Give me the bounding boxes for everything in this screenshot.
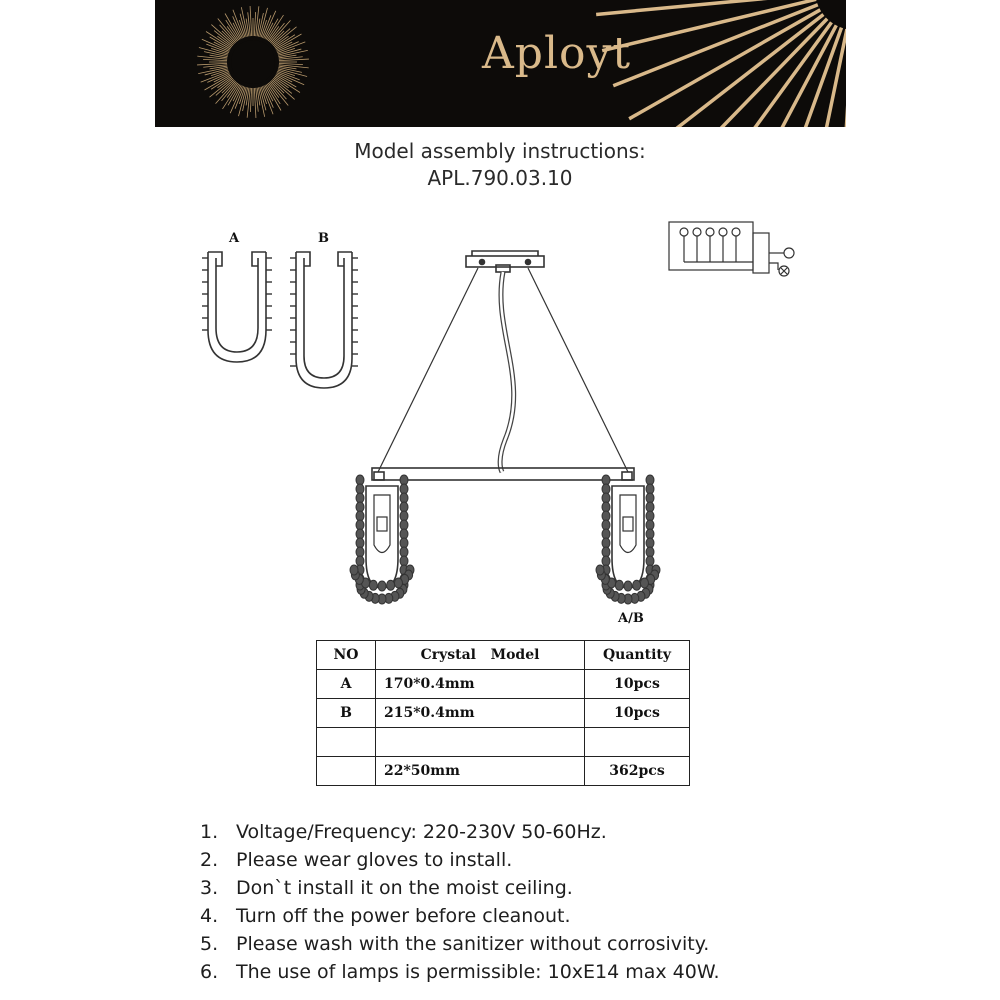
note-number: 4. (200, 905, 219, 927)
table-row (317, 670, 690, 699)
table-header-row (317, 641, 690, 670)
doc-title: Model assembly instructions: (354, 139, 646, 163)
note-item (200, 930, 720, 958)
table-row (317, 699, 690, 728)
crystal-strand-a-diagram (202, 231, 272, 362)
note-text: The use of lamps is permissible: 10xE14 max 40W. (236, 961, 720, 983)
crystal-table (316, 640, 690, 786)
table-row (317, 728, 690, 757)
header-no: NO (317, 641, 376, 670)
cell-quantity: 10pcs (585, 699, 690, 728)
note-text: Turn off the power before cleanout. (236, 905, 571, 927)
note-number: 6. (200, 961, 219, 983)
note-item (200, 846, 720, 874)
cell-no: B (317, 699, 376, 728)
note-item (200, 958, 720, 986)
cell-model: 215*0.4mm (376, 699, 585, 728)
cell-model (376, 728, 585, 757)
cell-quantity: 10pcs (585, 670, 690, 699)
note-text: Voltage/Frequency: 220-230V 50-60Hz. (236, 821, 607, 843)
model-number: APL.790.03.10 (427, 166, 573, 190)
cell-quantity (585, 728, 690, 757)
note-number: 5. (200, 933, 219, 955)
wiring-diagram (669, 222, 794, 276)
note-text: Please wear gloves to install. (236, 849, 513, 871)
brand-logo-text: Aployt (482, 28, 632, 79)
cell-model: 170*0.4mm (376, 670, 585, 699)
note-text: Don`t install it on the moist ceiling. (236, 877, 573, 899)
header-crystal-model: Crystal Model (376, 641, 585, 670)
assembly-drawing (0, 200, 1000, 630)
note-number: 2. (200, 849, 219, 871)
crystal-strand-b-diagram (290, 231, 358, 388)
note-item (200, 902, 720, 930)
label-a: A (229, 231, 240, 246)
note-number: 1. (200, 821, 219, 843)
cell-quantity: 362pcs (585, 757, 690, 786)
note-item (200, 874, 720, 902)
table-row (317, 757, 690, 786)
cell-model: 22*50mm (376, 757, 585, 786)
sun-logo-icon (231, 40, 275, 84)
chandelier-diagram (350, 251, 660, 626)
header-quantity: Quantity (585, 641, 690, 670)
note-item (200, 818, 720, 846)
label-ab: A/B (618, 611, 644, 626)
note-number: 3. (200, 877, 219, 899)
cell-no (317, 757, 376, 786)
cell-no (317, 728, 376, 757)
cell-no: A (317, 670, 376, 699)
brand-banner (155, 0, 846, 127)
label-b: B (318, 231, 329, 246)
instruction-notes (200, 818, 720, 986)
note-text: Please wash with the sanitizer without corrosivity. (236, 933, 710, 955)
